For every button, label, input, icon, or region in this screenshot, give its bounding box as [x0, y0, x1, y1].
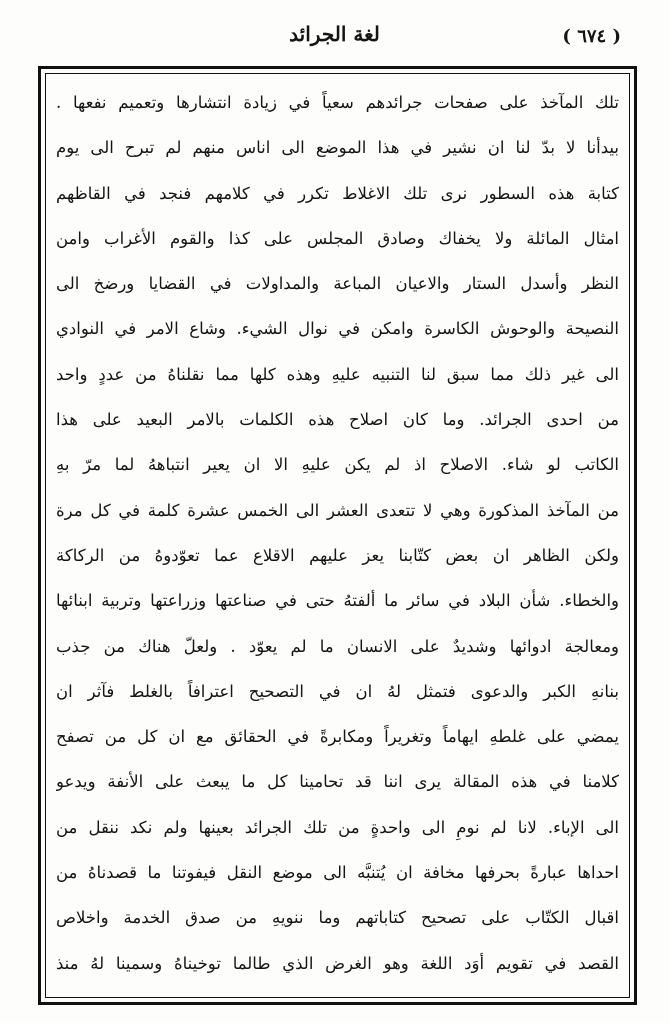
running-title: لغة الجرائد: [289, 22, 380, 46]
body-text: [56, 80, 619, 986]
page-number: ( ٦٧٤ ): [562, 26, 621, 47]
text-line: من احدى الجرائد. وما كان اصلاح هذه الكلمات بالامر البعيد على هذا: [56, 410, 619, 430]
text-line: امثال المائلة ولا يخفاك وصادق المجلس على كذا والقوم الأغراب وامن: [56, 228, 619, 248]
text-line: الكاتب لو شاء. الاصلاح اذ لم يكن عليهِ الا ان يعير انتباههُ لما مرّ بهِ: [56, 455, 619, 475]
text-line: بنانهِ الكبر والدعوى فتمثل لهُ ان في التصحيح اعترافاً بالغلط فآثر ان: [56, 681, 619, 701]
text-line: احداها عبارةً بحرفها مخافة ان يُتنبَّه الى موضع النقل فيفوتنا ما قصدناهُ من: [56, 863, 619, 883]
text-line: النظر وأسدل الستار والاعيان المباعة والمداولات في القضايا ورضخ الى: [56, 274, 619, 294]
text-line: يمضي على غلطهِ ايهاماً وتغريراً ومكابرةً في الحقائق مع ان كل من تصفح: [56, 727, 619, 747]
text-line: ولكن الظاهر ان بعض كتّابنا يعز عليهم الاقلاع عما تعوّدوهُ من الركاكة: [56, 545, 619, 565]
page-header: [30, 18, 639, 58]
text-line: ومعالجة ادوائها وشديدٌ على الانسان ما لم يعوّد . ولعلّ هناك من جذب: [56, 636, 619, 656]
text-line: الى الإباء. لانا لم نومِ الى واحدةٍ من تلك الجرائد بعينها ولم نكد ننقل من: [56, 817, 619, 837]
text-line: القصد في تقويم أوَد اللغة وهو الغرض الذي طالما توخيناهُ وسمينا لهُ منذ: [56, 953, 619, 973]
text-line: والخطاء. شأن البلاد في سائر ما ألفتهُ حتى في صناعتها وزراعتها وتربية ابنائها: [56, 591, 619, 611]
text-line: من المآخذ المذكورة وهي لا تتعدى العشر الى الخمس عشرة كلمة في كل مرة: [56, 500, 619, 520]
text-line: اقبال الكتّاب على تصحيح كتاباتهم وما ننويهِ من صدق الخدمة واخلاص: [56, 908, 619, 928]
text-line: الى غير ذلك مما سبق لنا التنبيه عليهِ وهذه كلها مما نقلناهُ من عددٍ واحد: [56, 364, 619, 384]
text-line: تلك المآخذ على صفحات جرائدهم سعياً في زيادة انتشارها وتعميم نفعها .: [56, 93, 619, 112]
text-line: كتابة هذه السطور نرى تلك الاغلاط تكرر في كلامهم فنجد في القاظهم: [56, 183, 619, 203]
text-line: بيدأنا لا بدّ لنا ان نشير في هذا الموضع الى اناس منهم لم تبرح الى يوم: [56, 138, 619, 158]
text-line: النصيحة والوحوش الكاسرة وامكن في نوال الشيء. وشاع الامر في النوادي: [56, 319, 619, 339]
text-line: كلامنا في هذه المقالة يرى اننا قد تحامينا كل ما يبعث على الأنفة ويدعو: [56, 772, 619, 792]
